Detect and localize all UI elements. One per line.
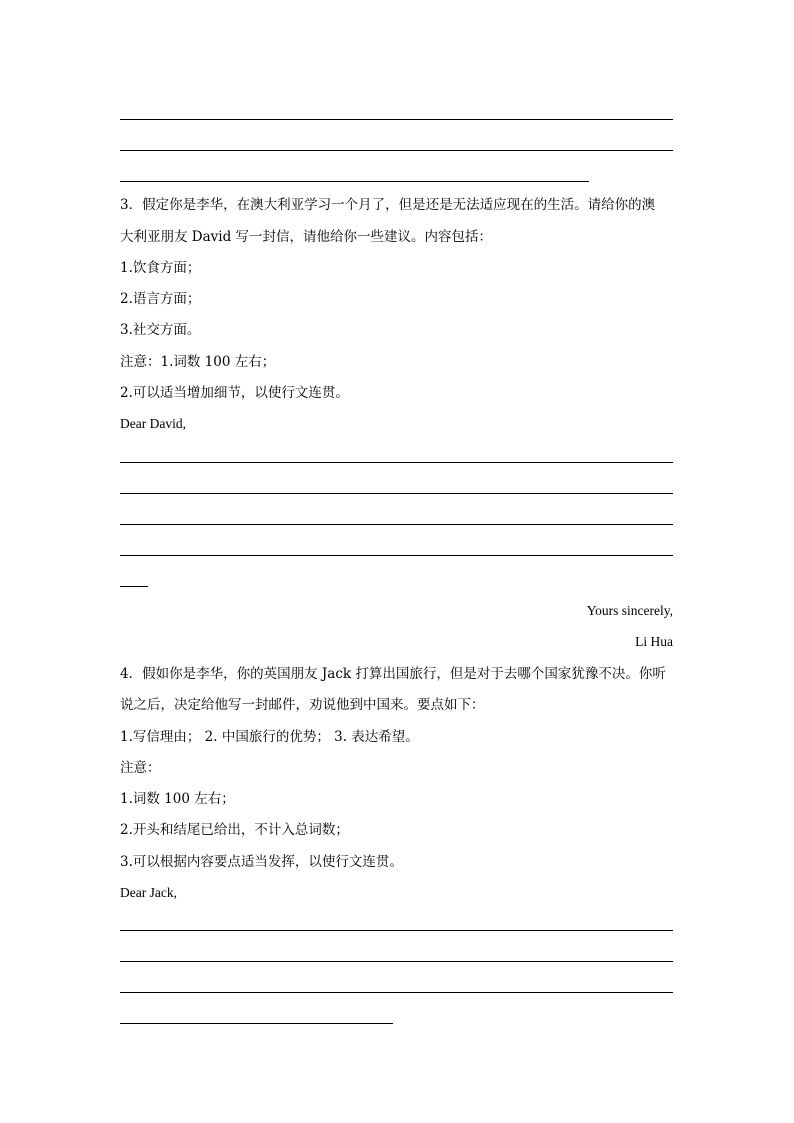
answer-line xyxy=(120,462,673,463)
q3-salutation: Dear David, xyxy=(120,416,186,431)
q4-prompt-line-2: 说之后，决定给他写一封邮件，劝说他到中国来。要点如下： xyxy=(120,697,485,713)
q3-signature: Li Hua xyxy=(635,634,673,649)
q4-points: 1.写信理由； 2. 中国旅行的优势； 3. 表达希望。 xyxy=(120,729,419,745)
answer-line-short xyxy=(120,1023,393,1024)
q4-note-2: 2.开头和结尾已给出，不计入总词数； xyxy=(120,822,349,838)
q3-note-1: 注意：1.词数 100 左右； xyxy=(120,354,276,370)
q4-note-title: 注意： xyxy=(120,760,161,776)
q3-closing: Yours sincerely, xyxy=(586,603,673,618)
q3-point-1: 1.饮食方面； xyxy=(120,260,201,276)
q3-prompt-line-1: 3．假定你是李华，在澳大利亚学习一个月了，但是还是无法适应现在的生活。请给你的澳 xyxy=(120,197,656,213)
q4-prompt-line-1: 4．假如你是李华，你的英国朋友 Jack 打算出国旅行，但是对于去哪个国家犹豫不决。你听 xyxy=(120,666,666,682)
q3-point-3: 3.社交方面。 xyxy=(120,322,201,338)
q4-note-1: 1.词数 100 左右； xyxy=(120,791,235,807)
answer-line-short xyxy=(120,181,589,182)
answer-line-short xyxy=(120,586,148,587)
answer-line xyxy=(120,555,673,556)
q3-point-2: 2.语言方面； xyxy=(120,291,201,307)
answer-line xyxy=(120,493,673,494)
q3-note-2: 2.可以适当增加细节，以使行文连贯。 xyxy=(120,385,349,401)
q4-salutation: Dear Jack, xyxy=(120,885,177,900)
answer-line xyxy=(120,524,673,525)
answer-line xyxy=(120,930,673,931)
answer-line xyxy=(120,119,673,120)
answer-line xyxy=(120,961,673,962)
q3-prompt-line-2: 大利亚朋友 David 写一封信，请他给你一些建议。内容包括： xyxy=(120,229,493,245)
q4-note-3: 3.可以根据内容要点适当发挥，以使行文连贯。 xyxy=(120,854,403,870)
answer-line xyxy=(120,992,673,993)
answer-line xyxy=(120,150,673,151)
